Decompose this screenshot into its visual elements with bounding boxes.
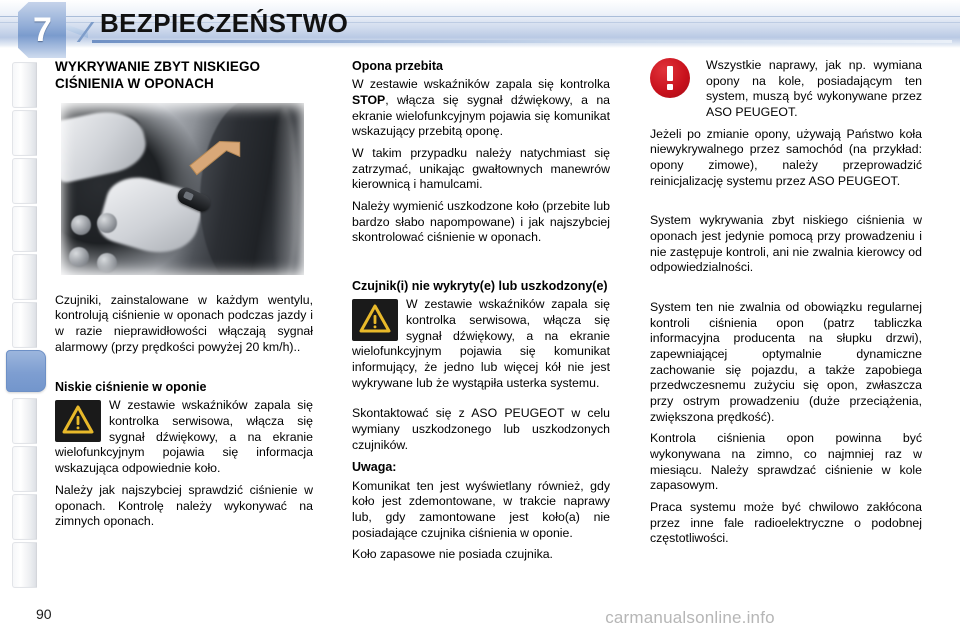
left-intro-paragraph: Czujniki, zainstalowane w każdym wentylu, kontrolują ciśnienie w oponach podczas jazdy i w razie nieprawidłowości włączają sygnał alarmowy (przy prędkości powyżej 20 km/h)..: [55, 292, 313, 354]
wheel-lug-nuts-icon: [67, 213, 137, 275]
left-warning-text: W zestawie wskaźników zapala się kontrolka serwisowa, włącza się sygnał dźwiękowy, a na ekranie wielofunkcyjnym pojawia się informacja wskazująca odpowiednie koło.: [55, 398, 313, 476]
subheading-sensor-fault: Czujnik(i) nie wykryty(e) lub uszkodzony(e): [352, 278, 608, 293]
left-warning-block: [55, 398, 313, 476]
right-warning-text: Wszystkie naprawy, jak np. wymiana opony na kole, posiadającym ten system, muszą być wykonywane przez ASO PEUGEOT.: [706, 58, 922, 120]
middle-column: [352, 58, 610, 563]
subheading-punctured-tyre: Opona przebita: [352, 59, 443, 73]
mid-p1-pre: W zestawie wskaźników zapala się kontrolka: [352, 77, 610, 92]
right-paragraph-3: System ten nie zwalnia od obowiązku regularnej kontroli ciśnienia opon (patrz tabliczka informacyjna producenta na słupku drzwi), zapewniającej optymalnie dynamiczne zachowanie się pojazdu, a także zapobiega przedwczesnemu zużyciu się opon, zwłaszcza przy ostrym prowadzeniu (duże przeciążenia, zwiększona prędkość).: [650, 300, 922, 424]
mid-warning-block: [352, 297, 610, 391]
header-title-underline: [92, 40, 952, 43]
right-column: [650, 58, 922, 547]
left-column: [55, 58, 313, 530]
tyre-valve-photo: [55, 99, 310, 281]
page-body: [0, 48, 960, 596]
warning-triangle-icon: [55, 400, 101, 442]
chapter-header: [0, 0, 960, 48]
mid-paragraph-4: Skontaktować się z ASO PEUGEOT w celu wymiany uszkodzonego lub uszkodzonych czujników.: [352, 406, 610, 452]
pointer-arrow-icon: [186, 133, 244, 186]
right-paragraph-4: Kontrola ciśnienia opon powinna być wykonywana na zimno, co najmniej raz w miesiącu. Należy sprawdzać ciśnienie w kole zapasowym.: [650, 431, 922, 493]
subheading-low-pressure: Niskie ciśnienie w oponie: [55, 380, 207, 395]
page-title: BEZPIECZEŃSTWO: [100, 8, 349, 38]
right-paragraph-2: System wykrywania zbyt niskiego ciśnienia w oponach jest jedynie pomocą przy prowadzeniu i nie zastępuje kontroli, ani nie zwalnia kierowcy od odpowiedzialności.: [650, 213, 922, 275]
mid-p1-post: , włącza się sygnał dźwiękowy, a na ekranie wielofunkcyjnym pojawia się komunikat wskazujący przebitą oponę.: [352, 92, 610, 139]
mid-paragraph-3: Należy wymienić uszkodzone koło (przebite lub bardzo słabo napompowane) i jak najszybciej skontrolować ciśnienie w oponach.: [352, 198, 610, 245]
mid-paragraph-2: W takim przypadku należy natychmiast się zatrzymać, unikając gwałtownych manewrów kierownicą i hamulcami.: [352, 145, 610, 192]
right-paragraph-5: Praca systemu może być chwilowo zakłócona przez inne fale radioelektryczne o podobnej częstotliwości.: [650, 500, 922, 546]
right-paragraph-1: Jeżeli po zmianie opony, używają Państwo koła niewykrywalnego przez samochód (na przykład: opony zimowe), należy przeprowadzić reinicjalizację systemu przez ASO PEUGEOT.: [650, 126, 922, 188]
mid-paragraph-5: Koło zapasowe nie posiada czujnika.: [352, 547, 553, 562]
watermark-text: carmanualsonline.info: [605, 608, 775, 627]
note-label: Uwaga:: [352, 460, 397, 475]
mid-paragraph-1: [352, 77, 610, 140]
page-number: 90: [36, 606, 52, 622]
warning-triangle-icon: [352, 299, 398, 341]
site-watermark: [0, 608, 960, 628]
mid-note-text: Komunikat ten jest wyświetlany również, gdy koło jest zdemontowane, w trakcie naprawy lub, gdy zamontowane jest koło(a) nie posiadające czujnika ciśnienia w oponie.: [352, 478, 610, 540]
chapter-number: 7: [33, 10, 51, 49]
danger-exclamation-icon: [650, 58, 696, 104]
section-heading-tyre-pressure: WYKRYWANIE ZBYT NISKIEGO CIŚNIENIA W OPONACH: [55, 59, 261, 92]
right-warning-block: [650, 58, 922, 121]
stop-indicator-label: STOP: [352, 92, 386, 107]
left-after-warning-paragraph: Należy jak najszybciej sprawdzić ciśnienie w oponach. Kontrolę należy wykonywać na zimnych oponach.: [55, 482, 313, 529]
mid-warning-text: W zestawie wskaźników zapala się kontrolka serwisowa, włącza się sygnał dźwiękowy, a na ekranie wielofunkcyjnym pojawia się komunikat informujący, że jedno lub więcej kół nie jest wykrywane lub że wystąpiła usterka systemu.: [352, 297, 610, 390]
